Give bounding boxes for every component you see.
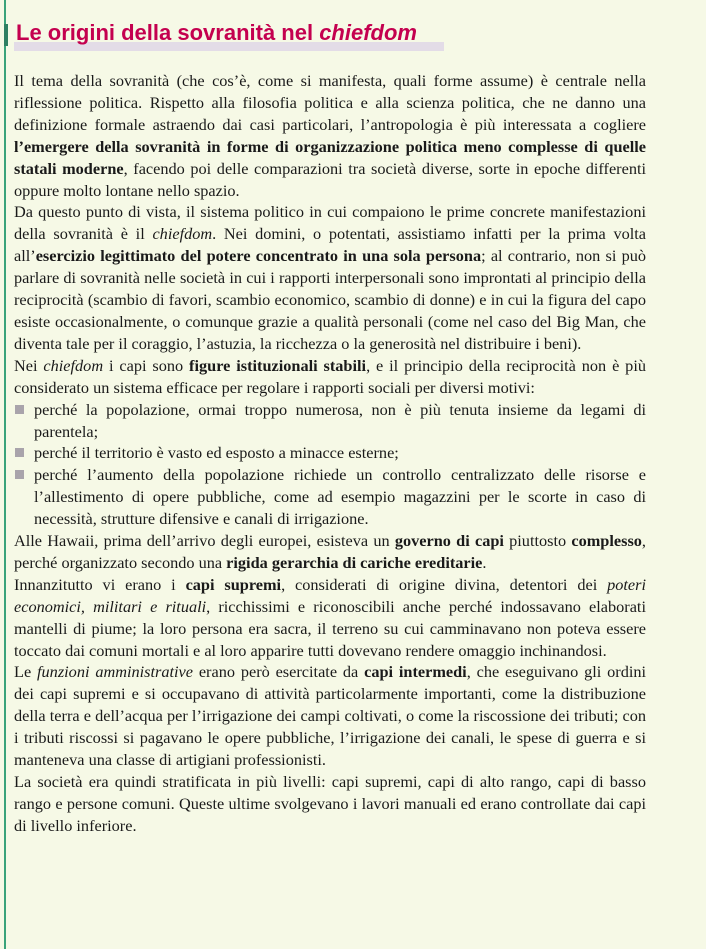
p4-bold-1: governo di capi xyxy=(394,531,504,551)
list-item-text: perché il territorio è vasto ed esposto a minacce esterne; xyxy=(34,443,399,463)
p1-text-2: , facendo poi delle comparazioni tra società diverse, sorte in epoche differenti oppure molto lontane nello spazio. xyxy=(14,158,647,200)
title-marker xyxy=(4,24,8,46)
body-text xyxy=(14,70,646,837)
paragraph-5 xyxy=(14,574,646,662)
p7-text-1: La società era quindi stratificata in più livelli: capi supremi, capi di alto rango, capi di basso rango e persone comuni. Queste ultime svolgevano i lavori manuali ed erano controllate dai capi di livello inferiore. xyxy=(14,772,646,835)
p3-text-3: , e il principio della reciprocità non è più considerato un sistema efficace per regolare i rapporti sociali per diversi motivi: xyxy=(14,355,646,397)
p1-bold-1: l’emergere della sovranità in forme di organizzazione politica meno complesse di quelle statali moderne xyxy=(14,136,646,178)
p5-text-2: , considerati di origine divina, detentori dei xyxy=(281,574,608,594)
p4-text-2: piuttosto xyxy=(503,531,572,551)
list-item-text: perché l’aumento della popolazione richiede un controllo centralizzato delle risorse e l’allestimento di opere pubbliche, come ad esempio magazzini per le scorte in caso di necessità, strutture difensive e canali di irrigazione. xyxy=(34,465,646,529)
p4-text-4: . xyxy=(482,552,487,572)
p6-text-2: erano però esercitate da xyxy=(193,662,365,682)
p4-text-3: , perché organizzato secondo una xyxy=(14,531,646,572)
paragraph-2 xyxy=(14,201,646,354)
paragraph-4 xyxy=(14,530,646,574)
p4-bold-3: rigida gerarchia di cariche ereditarie xyxy=(226,552,483,572)
paragraph-3 xyxy=(14,355,646,399)
p5-italic-1: poteri economici, militari e rituali xyxy=(14,574,646,616)
paragraph-6 xyxy=(14,661,646,771)
p1-text-1: Il tema della sovranità (che cos’è, come si manifesta, quali forme assume) è centrale nella riflessione politica. Rispetto alla filosofia politica e alla scienza politica, che ne danno una definizione formale astraendo dai casi particolari, l’antropologia è più interessata a cogliere xyxy=(14,71,646,134)
p2-text-3: ; al contrario, non si può parlare di sovranità nelle società in cui i rapporti interpersonali sono improntati al principio della reciprocità (scambio di favori, scambio economico, scambio di donne) e in cui la figura del capo esiste occasionalmente, o comunque grazie a qualità personali (come nel caso del Big Man, che diventa tale per il coraggio, l’astuzia, la ricchezza o la generosità nel distribuire i beni). xyxy=(14,246,646,353)
list-item-text: perché la popolazione, ormai troppo numerosa, non è più tenuta insieme da legami di parentela; xyxy=(34,399,646,441)
p5-bold-1: capi supremi xyxy=(185,574,282,594)
square-bullet-icon xyxy=(15,448,24,457)
list-item xyxy=(14,464,646,530)
page-title xyxy=(16,20,417,46)
p6-text-3: , che eseguivano gli ordini dei capi supremi e si occupavano di attività particolarmente importanti, come la distribuzione della terra e dell’acqua per l’irrigazione dei campi coltivati, o come la riscossione dei tributi; con i tributi riscossi si pagavano le opere pubbliche, l’irrigazione dei canali, le spese di guerra e si manteneva una classe di artigiani professionisti. xyxy=(14,662,647,770)
title-main: Le origini della sovranità nel xyxy=(16,20,320,45)
square-bullet-icon xyxy=(15,470,24,479)
p3-text-1: Nei xyxy=(14,355,44,375)
p3-italic-1: chiefdom xyxy=(43,355,104,375)
left-margin-rule xyxy=(4,0,6,949)
p5-text-1: Innanzitutto vi erano i xyxy=(14,574,186,594)
p2-italic-1: chiefdom xyxy=(152,224,213,244)
p6-bold-1: capi intermedi xyxy=(364,662,467,682)
list-item xyxy=(14,399,646,443)
p4-bold-2: complesso xyxy=(571,531,642,551)
p4-text-1: Alle Hawaii, prima dell’arrivo degli europei, esisteva un xyxy=(14,531,395,551)
p3-bold-1: figure istituzionali stabili xyxy=(189,355,367,375)
p2-text-1: Da questo punto di vista, il sistema politico in cui compaiono le prime concrete manifestazioni della sovranità è il xyxy=(14,202,646,244)
square-bullet-icon xyxy=(15,405,24,414)
paragraph-1 xyxy=(14,70,646,201)
title-emphasis: chiefdom xyxy=(319,20,417,45)
p2-bold-1: esercizio legittimato del potere concentrato in una sola persona xyxy=(35,246,482,266)
paragraph-7 xyxy=(14,771,646,837)
list-item xyxy=(14,442,646,464)
p6-italic-1: funzioni amministrative xyxy=(37,662,193,682)
reasons-list xyxy=(14,399,646,530)
p3-text-2: i capi sono xyxy=(103,355,190,375)
p5-text-3: , ricchissimi e riconoscibili anche perché indossavano elaborati mantelli di piume; la loro persona era sacra, il terreno su cui camminavano non poteva essere toccato dai comuni mortali e al loro apparire tutti dovevano rendere omaggio inchinandosi. xyxy=(14,596,646,660)
p6-text-1: Le xyxy=(14,662,38,682)
p2-text-2: . Nei domini, o potentati, assistiamo infatti per la prima volta all’ xyxy=(14,224,647,266)
